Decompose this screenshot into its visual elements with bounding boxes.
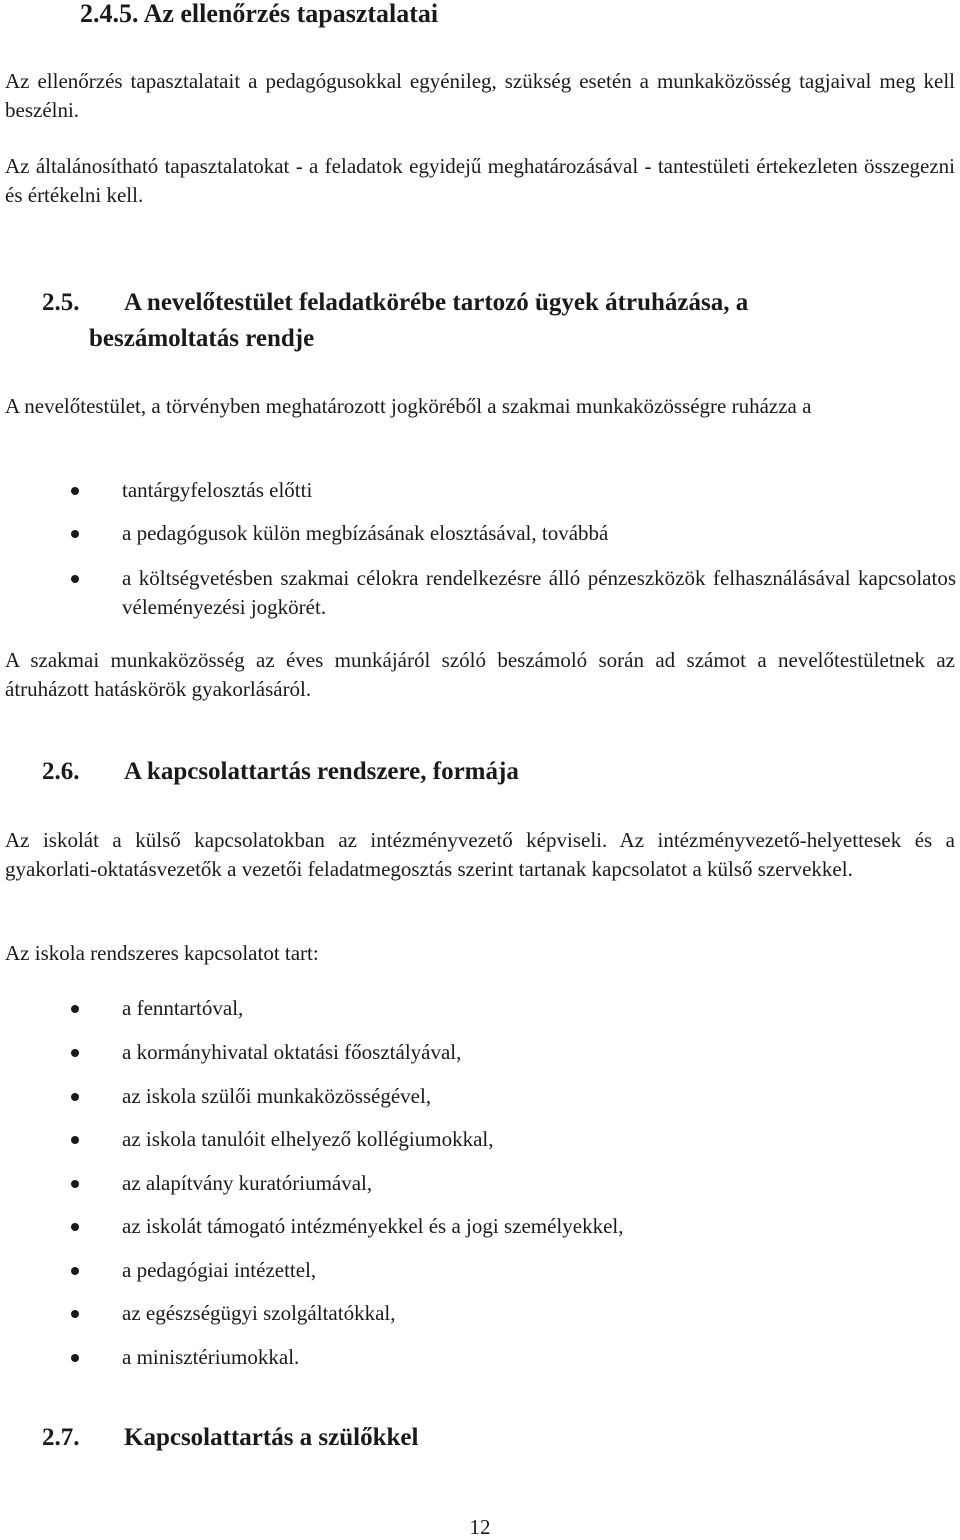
section-heading-2-4-5: 2.4.5. Az ellenőrzés tapasztalatai (80, 0, 439, 28)
list-item-text: az alapítvány kuratóriumával, (122, 1171, 373, 1195)
bullet-icon (71, 1005, 79, 1013)
paragraph-ellenorzes-1: Az ellenőrzés tapasztalatait a pedagógusokkal egyénileg, szükség esetén a munkaközösség tagjaival meg kell beszélni. (5, 69, 955, 122)
paragraph-ellenorzes-2: Az általánosítható tapasztalatokat - a feladatok egyidejű meghatározásával - tantestületi értekezleten összegezni és értékelni kell. (5, 154, 955, 207)
bullet-icon (71, 1136, 79, 1144)
list-item-text: a pedagógiai intézettel, (122, 1258, 317, 1282)
section-title: A kapcsolattartás rendszere, formája (124, 758, 519, 785)
list-item-text: az iskola szülői munkaközösségével, (122, 1084, 432, 1108)
bullet-icon (71, 1223, 79, 1231)
list-item-text: a pedagógusok külön megbízásának elosztásával, továbbá (122, 521, 609, 545)
section-heading-2-5 (0, 285, 960, 365)
section-number: 2.6. (42, 758, 80, 785)
list-item-text: a minisztériumokkal. (122, 1345, 300, 1369)
section-title: Kapcsolattartás a szülőkkel (124, 1424, 419, 1451)
section-heading-2-7 (0, 1420, 960, 1460)
page-number: 12 (469, 1515, 491, 1539)
bullet-icon (71, 1267, 79, 1275)
paragraph-beszamolo: A szakmai munkaközösség az éves munkájáról szóló beszámoló során ad számot a nevelőtestületnek az átruházott hatáskörök gyakorlásáról. (5, 648, 955, 701)
section-heading-2-6 (0, 754, 960, 794)
section-number: 2.7. (42, 1424, 80, 1451)
bullet-icon (71, 1310, 79, 1318)
list-item-text: a kormányhivatal oktatási főosztályával, (122, 1040, 462, 1064)
bullet-icon (71, 1049, 79, 1057)
list-item-text: a fenntartóval, (122, 996, 244, 1020)
bullet-icon (71, 1093, 79, 1101)
list-item-text: tantárgyfelosztás előtti (122, 478, 313, 502)
section-number: 2.5. (42, 289, 80, 316)
list-item-text: az iskola tanulóit elhelyező kollégiumokkal, (122, 1127, 494, 1151)
list-item-text: az egészségügyi szolgáltatókkal, (122, 1301, 396, 1325)
bullet-icon (71, 530, 79, 538)
list-item-text: a költségvetésben szakmai célokra rendelkezésre álló pénzeszközök felhasználásával kapcsolatos véleményezési jogkörét. (122, 566, 956, 619)
bullet-icon (71, 1180, 79, 1188)
section-title-line-1: A nevelőtestület feladatkörébe tartozó ügyek átruházása, a (124, 289, 749, 316)
paragraph-kepviselet: Az iskolát a külső kapcsolatokban az intézményvezető képviseli. Az intézményvezető-helyettesek és a gyakorlati-oktatásvezetők a vezetői feladatmegosztás szerint tartanak kapcsolatot a külső szervekkel. (5, 828, 955, 881)
bullet-icon (71, 575, 79, 583)
section-title-line-2: beszámoltatás rendje (89, 325, 315, 352)
paragraph-atruhazas-intro: A nevelőtestület, a törvényben meghatározott jogköréből a szakmai munkaközösségre ruházza a (5, 394, 812, 418)
bullet-icon (71, 487, 79, 495)
list-item-text: az iskolát támogató intézményekkel és a jogi személyekkel, (122, 1214, 624, 1238)
paragraph-kapcsolat-intro: Az iskola rendszeres kapcsolatot tart: (5, 941, 319, 965)
bullet-icon (71, 1354, 79, 1362)
